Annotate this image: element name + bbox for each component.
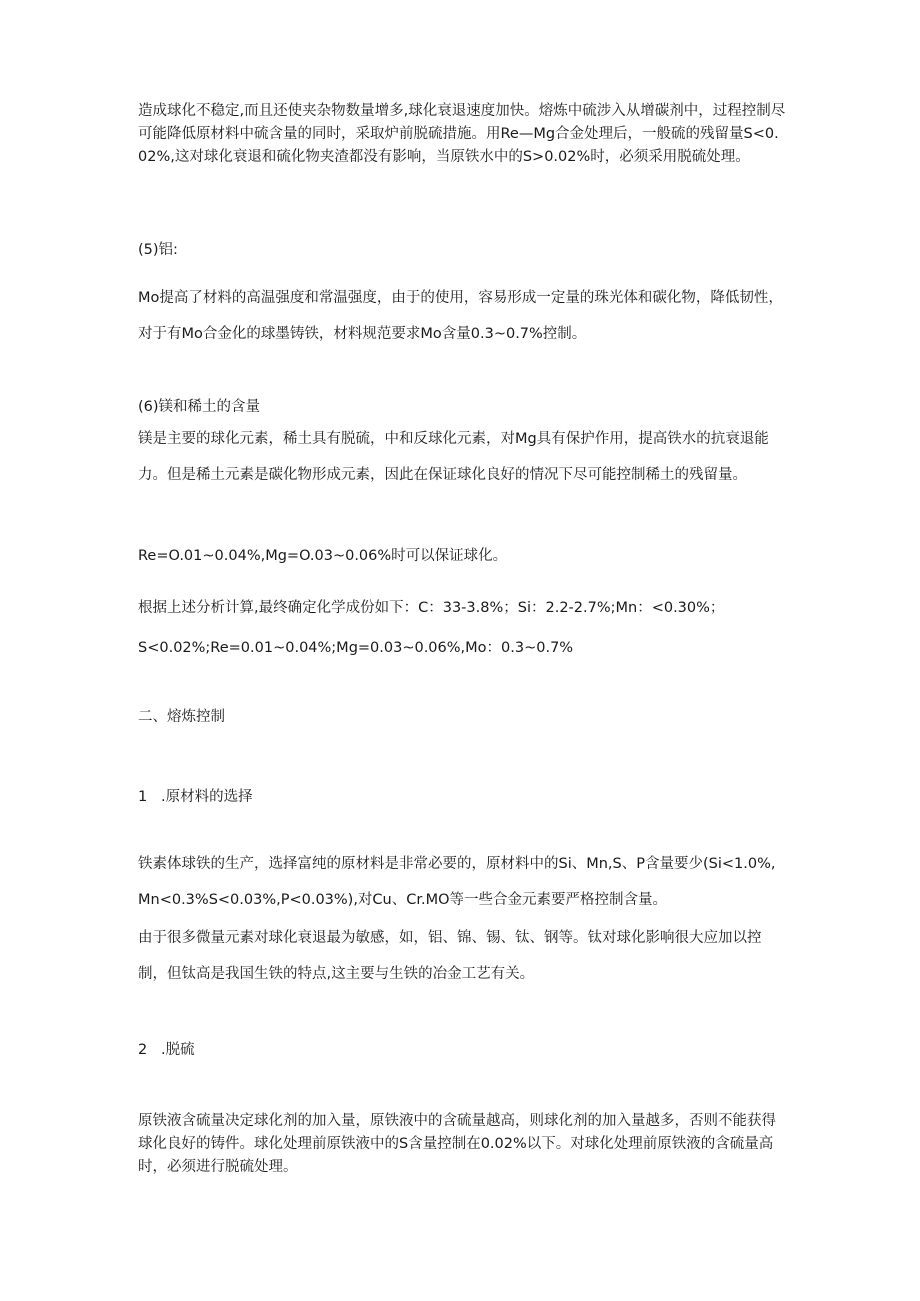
heading-mg-re: (6)镁和稀土的含量 <box>138 399 261 415</box>
section-heading-smelting: 二、熔炼控制 <box>138 709 225 725</box>
heading-desulfurization: 2 .脱硫 <box>138 1042 195 1058</box>
paragraph-raw-materials-2: 由于很多微量元素对球化衰退最为敏感，如，铝、锦、锡、钛、钢等。钛对球化影响很大应加以控制，但钛高是我国生铁的特点,这主要与生铁的冶金工艺有关。 <box>138 930 762 982</box>
paragraph-mo: Mo提高了材料的高温强度和常温强度，由于的使用，容易形成一定量的珠光体和碳化物，降低韧性，对于有Mo合金化的球墨铸铁，材料规范要求Mo含量0.3~0.7%控制。 <box>138 290 783 342</box>
paragraph-raw-materials-1: 铁素体球铁的生产，选择富纯的原材料是非常必要的，原材料中的Si、Mn,S、P含量要少(Si<1.0%,Mn<0.3%S<0.03%,P<0.03%),对Cu、Cr.MO等一些合金元素要严格控制含量。 <box>138 856 776 908</box>
paragraph-sulfur: 造成球化不稳定,而且还使夹杂物数量增多,球化衰退速度加快。熔炼中硫涉入从增碳剂中，过程控制尽可能降低原材料中硫含量的同时，采取炉前脱硫措施。用Re—Mg合金处理后，一般硫的残留量S<0.02%,这对球化衰退和硫化物夹渣都没有影响，当原铁水中的S>0.02%时，必须采用脱硫处理。 <box>138 103 786 165</box>
heading-aluminum: (5)铝: <box>138 242 178 258</box>
paragraph-re-mg-values: Re=O.01~0.04%,Mg=O.03~0.06%时可以保证球化。 <box>138 548 508 564</box>
heading-raw-materials: 1 .原材料的选择 <box>138 789 253 805</box>
paragraph-final-composition-2: S<0.02%;Re=0.01~0.04%;Mg=0.03~0.06%,Mo：0.3~0.7% <box>138 640 574 656</box>
paragraph-final-composition-1: 根据上述分析计算,最终确定化学成份如下：C：33-3.8%；Si：2.2-2.7%;Mn：<0.30%； <box>138 600 725 616</box>
paragraph-desulfurization: 原铁液含硫量决定球化剂的加入量，原铁液中的含硫量越高，则球化剂的加入量越多，否则不能获得球化良好的铸件。球化处理前原铁液中的S含量控制在0.02%以下。对球化处理前原铁液的含硫量高时，必须进行脱硫处理。 <box>138 1113 776 1175</box>
paragraph-mg-re: 镁是主要的球化元素，稀土具有脱硫，中和反球化元素，对Mg具有保护作用，提高铁水的抗衰退能力。但是稀土元素是碳化物形成元素，因此在保证球化良好的情况下尽可能控制稀土的残留量。 <box>138 431 769 483</box>
